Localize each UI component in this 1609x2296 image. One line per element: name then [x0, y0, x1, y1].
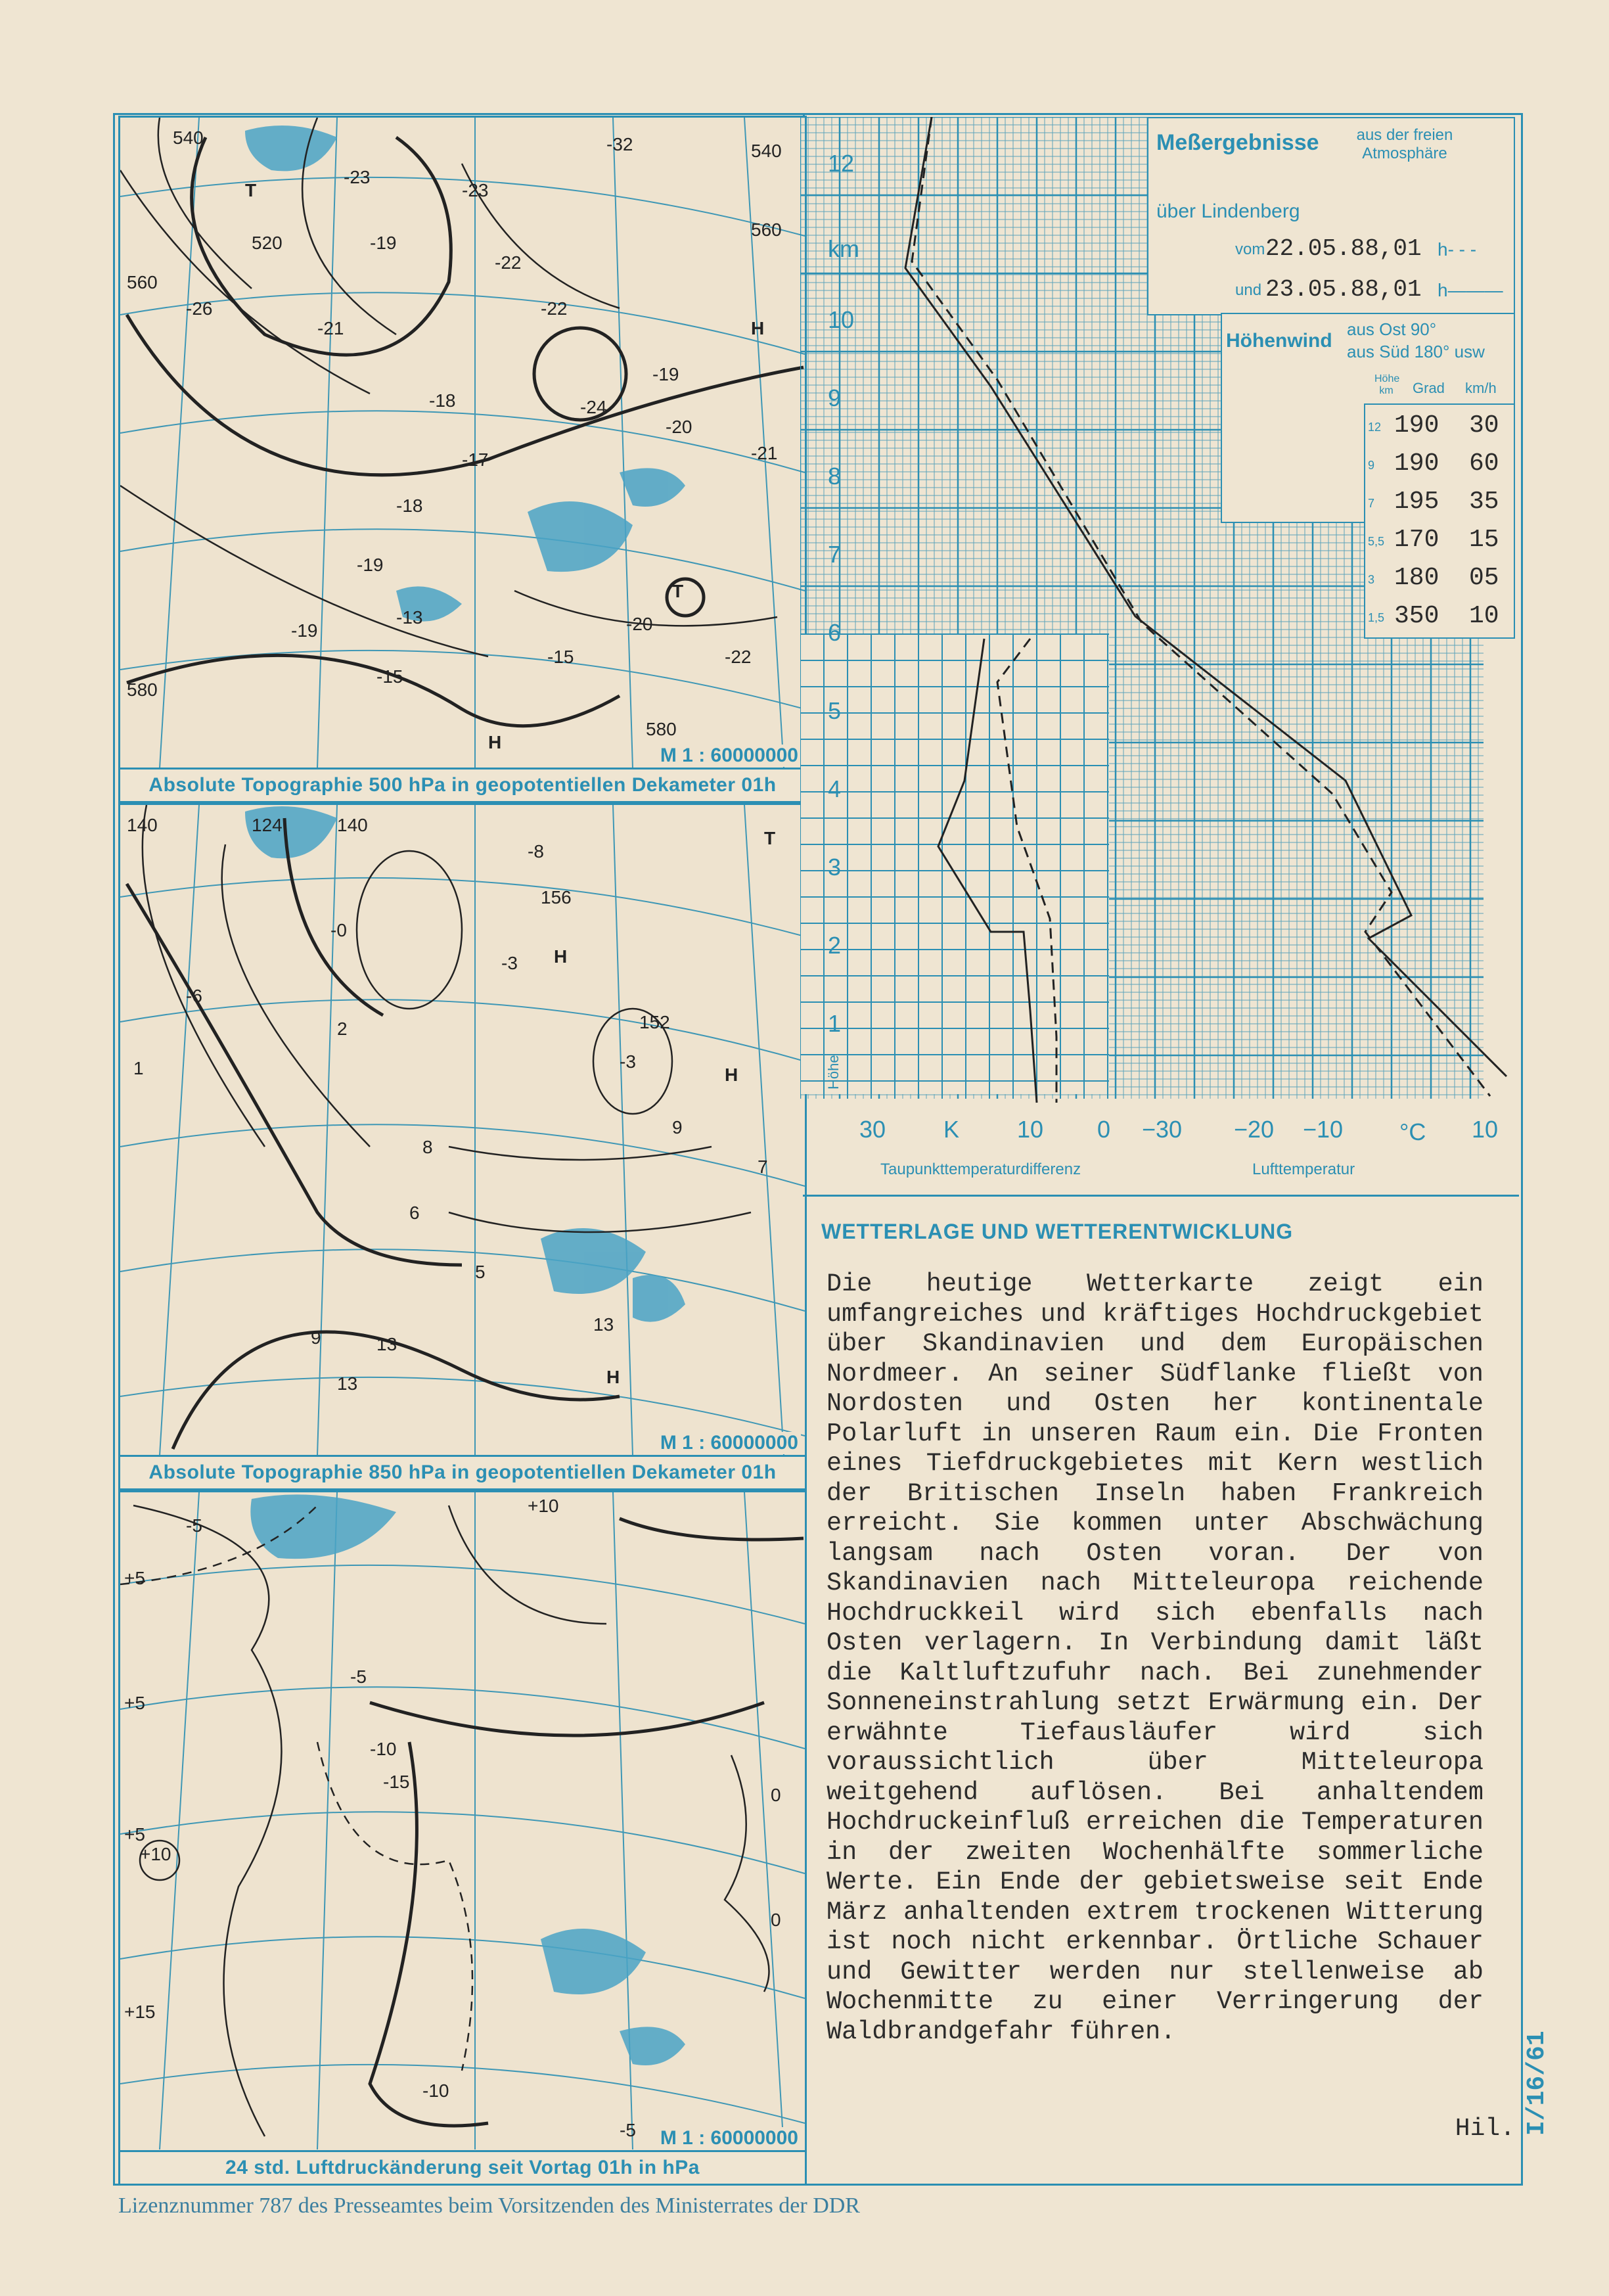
map1-label: -19	[291, 620, 318, 641]
map1-label: -32	[606, 134, 633, 154]
map3-label: +15	[124, 2002, 156, 2022]
height-tick: 7	[828, 541, 842, 568]
map1-label: -19	[370, 233, 397, 253]
height-tick: 6	[828, 619, 842, 646]
wind-degree: 190	[1394, 449, 1439, 478]
wind-col-height: Höhe km	[1374, 373, 1400, 396]
height-axis-title: Höhe	[825, 1055, 842, 1090]
wind-south: aus Süd 180° usw	[1347, 342, 1485, 361]
wind-speed: 30	[1469, 411, 1499, 440]
map-500hpa	[118, 116, 807, 803]
map2-label: -3	[501, 953, 518, 973]
wind-speed: 05	[1469, 564, 1499, 592]
map1-label: H	[751, 318, 765, 338]
sounding-legend	[1147, 117, 1515, 315]
map-500hpa-drawing	[120, 118, 805, 768]
wind-height: 5,5	[1368, 535, 1385, 548]
map2-label: T	[764, 828, 776, 848]
map1-label: -24	[580, 397, 607, 417]
map2-label: 7	[758, 1157, 768, 1177]
temp-tick: −20	[1234, 1116, 1275, 1143]
wind-height: 1,5	[1368, 611, 1385, 624]
map1-label: 560	[751, 219, 782, 240]
map3-label: +5	[124, 1568, 145, 1588]
wind-speed: 10	[1469, 602, 1499, 630]
map2-label: 152	[639, 1012, 670, 1032]
wind-degree: 180	[1394, 564, 1439, 592]
temp-axis-title: Lufttemperatur	[1252, 1160, 1355, 1178]
map1-label: 540	[751, 141, 782, 161]
map1-label: -21	[317, 318, 344, 338]
map2-label: -3	[620, 1051, 636, 1072]
wind-row	[1365, 485, 1514, 522]
date-from: 22.05.88,01	[1265, 235, 1422, 262]
side-code: I/16/61	[1523, 2031, 1551, 2136]
map2-label: -8	[528, 841, 544, 861]
weather-body: Die heutige Wetterkarte zeigt ein umfangreiches und kräftiges Hochdruckgebiet über Skandinavien und dem Europäischen Nordmeer. An seiner Südflanke fließt von Nordosten und Osten her kontinentale Polarluft in unseren Raum ein. Die Fronten eines Tiefdruckgebietes mit Kern westlich der Britischen Inseln haben Frankreich erreicht. Sie kommen unter Abschwächung langsam nach Osten voran. Der von Skandinavien nach Mitteleuropa reichende Hochdruckkeil wird sich ebenfalls nach Osten verlagern. In Verbindung damit läßt die Kaltluftzufuhr nach. Bei zunehmender Sonneneinstrahlung setzt Erwärmung ein. Der erwähnte Tiefausläufer wird sich voraussichtlich über Mitteleuropa weitgehend auflösen. Bei anhaltendem Hochdruckeinfluß erreichen die Temperaturen in der zweiten Wochenhälfte sommerliche Werte. Ein Ende der gebietsweise seit Ende März anhaltenden extrem trockenen Witterung ist noch nicht erkennbar. Örtliche Schauer und Gewitter werden nur stellenweise ab Wochenmitte zu einer Verringerung der Waldbrandgefahr führen.	[827, 1270, 1484, 2046]
map1-label: 560	[127, 272, 158, 292]
wind-row	[1365, 523, 1514, 560]
map1-label: -22	[495, 252, 522, 273]
map1-label: -21	[751, 443, 778, 463]
map2-label: 1	[133, 1058, 144, 1078]
map3-label: +5	[124, 1824, 145, 1845]
map3-scale: M 1 : 60000000	[658, 2127, 801, 2149]
wind-degree: 195	[1394, 488, 1439, 516]
sounding-bottom-rule	[803, 1195, 1519, 1197]
map2-caption: Absolute Topographie 850 hPa in geopotentiellen Dekameter 01h	[120, 1455, 805, 1488]
map1-label: 580	[127, 679, 158, 700]
map1-label: -22	[541, 298, 568, 319]
sounding-subtitle: aus der freien Atmosphäre	[1356, 126, 1453, 162]
map1-label: -22	[725, 647, 752, 667]
map3-label: 0	[771, 1910, 781, 1930]
map2-label: 124	[252, 815, 283, 835]
map2-label: 9	[311, 1327, 321, 1348]
wind-speed: 15	[1469, 526, 1499, 554]
map2-label: 156	[541, 887, 572, 907]
sounding-location: über Lindenberg	[1156, 200, 1300, 222]
sounding-chart	[800, 117, 1518, 1188]
wind-col-speed: km/h	[1465, 380, 1497, 396]
map2-label: -0	[330, 920, 347, 940]
temp-tick: 10	[1472, 1116, 1499, 1143]
map1-label: -23	[344, 167, 371, 187]
dewpoint-axis-title: Taupunkttemperaturdifferenz	[880, 1160, 1081, 1178]
map3-label: +10	[140, 1844, 171, 1864]
date-to: 23.05.88,01	[1265, 276, 1422, 303]
map1-label: H	[488, 732, 502, 752]
dewpoint-tick: 0	[1097, 1116, 1111, 1143]
height-tick: 8	[828, 463, 842, 490]
map3-label: -5	[620, 2120, 636, 2140]
map1-label: -23	[462, 180, 489, 200]
map1-label: -20	[626, 614, 653, 634]
map1-label: -15	[547, 647, 574, 667]
wind-row	[1365, 599, 1514, 636]
map3-label: +10	[528, 1496, 559, 1516]
map2-label: H	[725, 1065, 738, 1085]
wind-east: aus Ost 90°	[1347, 319, 1437, 339]
map2-label: H	[606, 1367, 620, 1387]
dewpoint-tick: K	[943, 1116, 960, 1143]
map1-label: -26	[186, 298, 213, 319]
height-tick: 12	[828, 150, 855, 177]
height-tick: km	[828, 235, 859, 262]
map1-label: 520	[252, 233, 283, 253]
map3-caption: 24 std. Luftdruckänderung seit Vortag 01h in hPa	[120, 2150, 805, 2184]
dewpoint-tick: 30	[859, 1116, 886, 1143]
weather-signature: Hil.	[1455, 2115, 1515, 2143]
dewpoint-tick: 10	[1017, 1116, 1044, 1143]
map1-label: -15	[376, 666, 403, 687]
wind-row	[1365, 561, 1514, 598]
map1-caption: Absolute Topographie 500 hPa in geopotentiellen Dekameter 01h	[120, 768, 805, 801]
map3-label: 0	[771, 1785, 781, 1805]
wind-degree: 350	[1394, 602, 1439, 630]
wind-col-deg: Grad	[1413, 380, 1445, 396]
map-850hpa	[118, 803, 807, 1490]
map2-label: 5	[475, 1262, 486, 1282]
map1-label: -13	[396, 607, 423, 628]
map3-label: +5	[124, 1693, 145, 1713]
sounding-title: Meßergebnisse	[1156, 130, 1319, 155]
map3-label: -15	[383, 1772, 410, 1792]
height-tick: 5	[828, 697, 842, 724]
temp-tick: °C	[1399, 1118, 1426, 1145]
map1-label: -17	[462, 449, 489, 470]
map2-label: 6	[409, 1203, 420, 1223]
map1-label: -18	[429, 390, 456, 411]
temp-tick: −10	[1303, 1116, 1344, 1143]
weather-section	[815, 1208, 1515, 2161]
wind-row	[1365, 447, 1514, 484]
wind-height: 7	[1368, 497, 1375, 510]
map1-label: -18	[396, 495, 423, 516]
wind-height: 9	[1368, 459, 1375, 472]
map2-label: H	[554, 946, 568, 967]
wind-degree: 170	[1394, 526, 1439, 554]
map3-label: -5	[350, 1666, 367, 1687]
map2-label: 140	[337, 815, 368, 835]
map2-label: -6	[186, 986, 202, 1006]
license-note: Lizenznummer 787 des Presseamtes beim Vorsitzenden des Ministerrates der DDR	[118, 2193, 860, 2218]
wind-speed: 35	[1469, 488, 1499, 516]
height-tick: 10	[828, 306, 855, 333]
height-tick: 4	[828, 775, 842, 802]
wind-height: 12	[1368, 421, 1382, 434]
wind-degree: 190	[1394, 411, 1439, 440]
map1-label: T	[245, 180, 257, 200]
map1-scale: M 1 : 60000000	[658, 745, 801, 767]
height-tick: 2	[828, 932, 842, 959]
wind-title: Höhenwind	[1226, 330, 1332, 352]
map2-label: 140	[127, 815, 158, 835]
map-pressure-change	[118, 1490, 807, 2186]
map1-label: -20	[666, 417, 692, 437]
map1-label: -19	[652, 364, 679, 384]
date-to-label: und	[1235, 281, 1262, 299]
date-from-label: vom	[1235, 241, 1265, 258]
map2-label: 9	[672, 1117, 683, 1137]
height-tick: 3	[828, 854, 842, 881]
height-tick: 9	[828, 384, 842, 411]
wind-table	[1364, 403, 1515, 639]
map-850hpa-drawing	[120, 805, 805, 1456]
map1-label: 540	[173, 127, 204, 148]
map2-label: 13	[593, 1314, 614, 1335]
wind-height: 3	[1368, 573, 1375, 586]
map3-label: -10	[370, 1739, 397, 1759]
map2-label: 13	[376, 1334, 397, 1354]
map2-scale: M 1 : 60000000	[658, 1432, 801, 1454]
wind-row	[1365, 409, 1514, 446]
map3-label: -10	[422, 2080, 449, 2101]
temp-tick: −30	[1142, 1116, 1183, 1143]
map1-label: 580	[646, 719, 677, 739]
height-tick: 1	[828, 1010, 842, 1037]
map-pressure-change-drawing	[120, 1492, 805, 2149]
weather-heading: WETTERLAGE UND WETTERENTWICKLUNG	[821, 1220, 1294, 1243]
date-to-unit: h———	[1438, 280, 1503, 300]
map1-label: T	[672, 581, 684, 601]
map2-label: 2	[337, 1019, 348, 1039]
wind-speed: 60	[1469, 449, 1499, 478]
map2-label: 13	[337, 1373, 358, 1394]
map2-label: 8	[422, 1137, 433, 1157]
date-from-unit: h- - -	[1438, 239, 1477, 260]
map1-label: -19	[357, 555, 384, 575]
map3-label: -5	[186, 1515, 202, 1536]
